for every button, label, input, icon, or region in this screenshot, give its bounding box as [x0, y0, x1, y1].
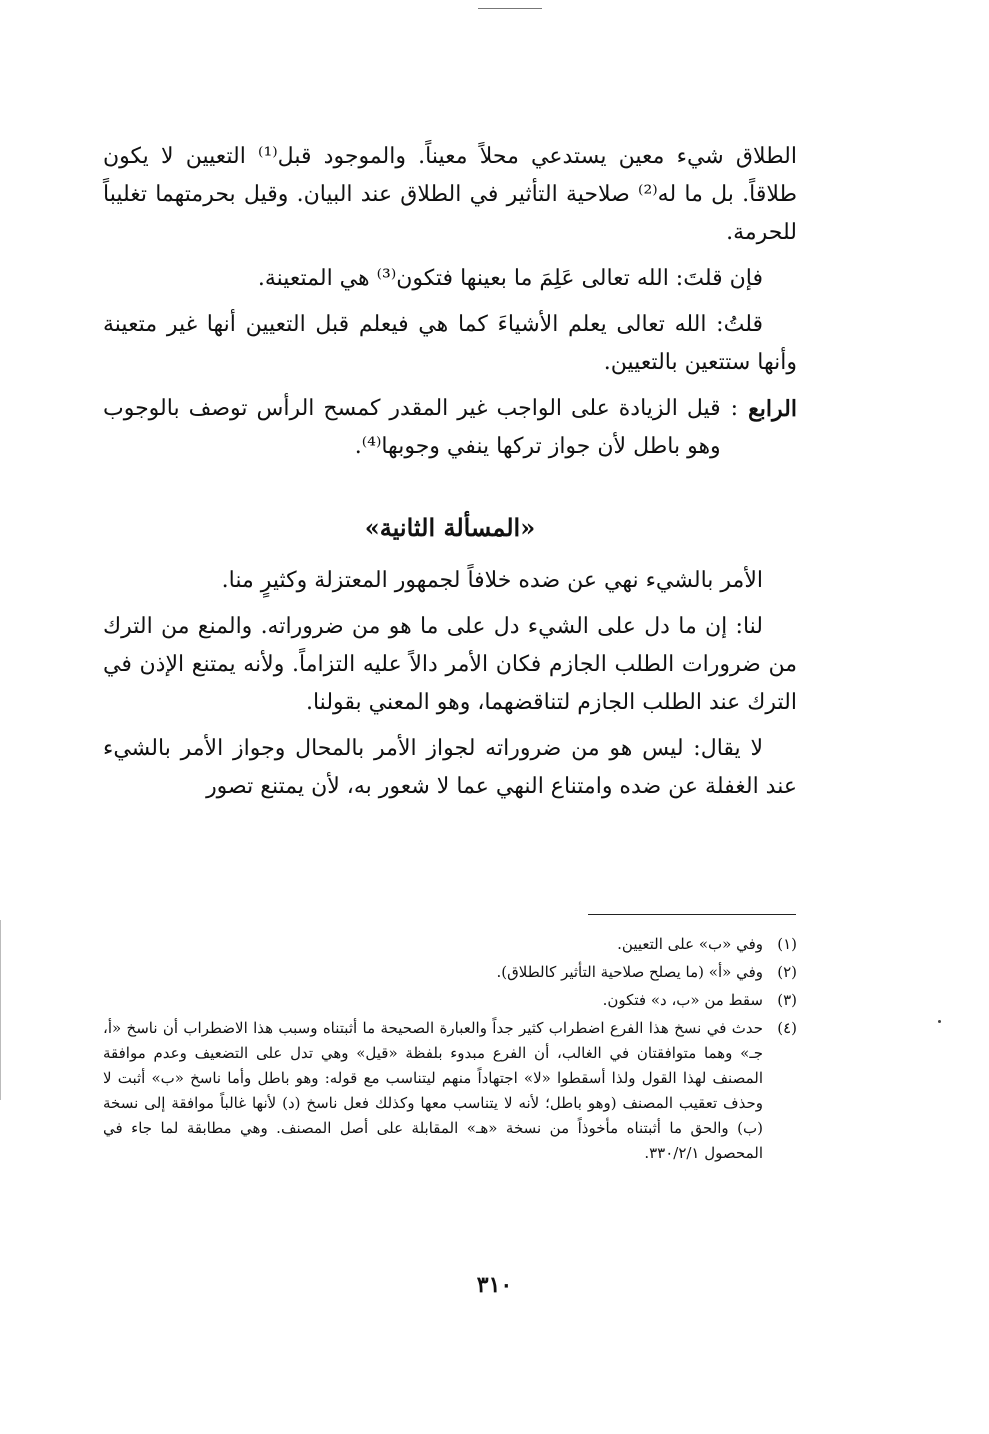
footnote-text: سقط من «ب، د» فتكون.: [602, 991, 763, 1009]
footnote-number: (٢): [777, 963, 797, 981]
paragraph-objection: فإن قلتَ: الله تعالى عَلِمَ ما بعينها فتكون⁽³⁾ هي المتعينة.: [257, 266, 763, 291]
fourth-branch-separator: :: [730, 396, 739, 421]
footnote-1: [103, 932, 797, 957]
footnote-4: [103, 1016, 797, 1166]
fourth-branch-text: قيل الزيادة على الواجب غير المقدر كمسح الرأس توصف بالوجوب وهو باطل لأن جواز تركها ينفي وجوبها⁽⁴⁾.: [103, 396, 721, 459]
section-heading: «المسألة الثانية»: [364, 513, 536, 542]
fourth-branch: [103, 390, 797, 466]
footnote-number: (٤): [777, 1019, 797, 1037]
top-rule: [478, 8, 542, 9]
scan-edge-mark: [0, 920, 1, 1100]
footnote-text: وفي «أ» (ما يصلح صلاحية التأثير كالطلاق).: [496, 963, 763, 981]
paragraph-thesis: الأمر بالشيء نهي عن ضده خلافاً لجمهور المعتزلة وكثيرٍ منا.: [221, 568, 763, 593]
page-number: ٣١٠: [476, 1272, 513, 1298]
footnote-3: [103, 988, 797, 1013]
footnote-text: وفي «ب» على التعيين.: [617, 935, 763, 953]
paragraph-counter: لا يقال: ليس هو من ضروراته لجواز الأمر بالمحال وجواز الأمر بالشيء عند الغفلة عن ضده وامتناع النهي عما لا شعور به، لأن يمتنع تصور: [103, 736, 797, 799]
paragraph-reply: قلتُ: الله تعالى يعلم الأشياءَ كما هي فيعلم قبل التعيين أنها غير متعينة وأنها ستتعين بالتعيين.: [103, 312, 797, 375]
footnote-number: (١): [777, 935, 797, 953]
footnote-text: حدث في نسخ هذا الفرع اضطراب كثير جداً والعبارة الصحيحة ما أثبتناه وسبب هذا الاضطراب أن ناسخ «أ، جـ» وهما متوافقتان في الغالب، أن الفرع مبدوء بلفظة «قيل» وهي تدل على التضعيف وعدم موافقة المصنف لهذا القول ولذا أسقطوا «لا» اجتهاداً منهم ليتناسب مع قوله: وهو باطل وأما ناسخ «ب» أثبت لا وحذف تعقيب المصنف (وهو باطل؛ لأنه لا يتناسب معها وكذلك فعل ناسخ (د) لأنها غالباً موافقة إلى نسخة (ب) والحق ما أثبتناه مأخوذاً من نسخة «هـ» المقابلة على أصل المصنف. وهي مطابقة لما جاء في المحصول ٣٣٠/٢/١.: [103, 1019, 763, 1162]
footnote-2: [103, 960, 797, 985]
footnote-number: (٣): [777, 991, 797, 1009]
footnotes: [103, 932, 797, 1169]
scan-speck: [938, 1020, 941, 1023]
fourth-branch-label: الرابع: [748, 396, 797, 422]
paragraph-divorce-definition: الطلاق شيء معين يستدعي محلاً معيناً. والموجود قبل⁽¹⁾ التعيين لا يكون طلاقاً. بل ما له⁽²⁾ صلاحية التأثير في الطلاق عند البيان. وقيل بحرمتهما تغليباً للحرمة.: [103, 144, 797, 245]
main-text: [103, 138, 797, 814]
paragraph-argument: لنا: إن ما دل على الشيء دل على ما هو من ضروراته. والمنع من الترك من ضرورات الطلب الجازم فكان الأمر دالاً عليه التزاماً. ولأنه يمتنع الإذن في الترك عند الطلب الجازم لتناقضهما، وهو المعني بقولنا.: [103, 614, 797, 715]
footnote-separator: [588, 914, 796, 915]
